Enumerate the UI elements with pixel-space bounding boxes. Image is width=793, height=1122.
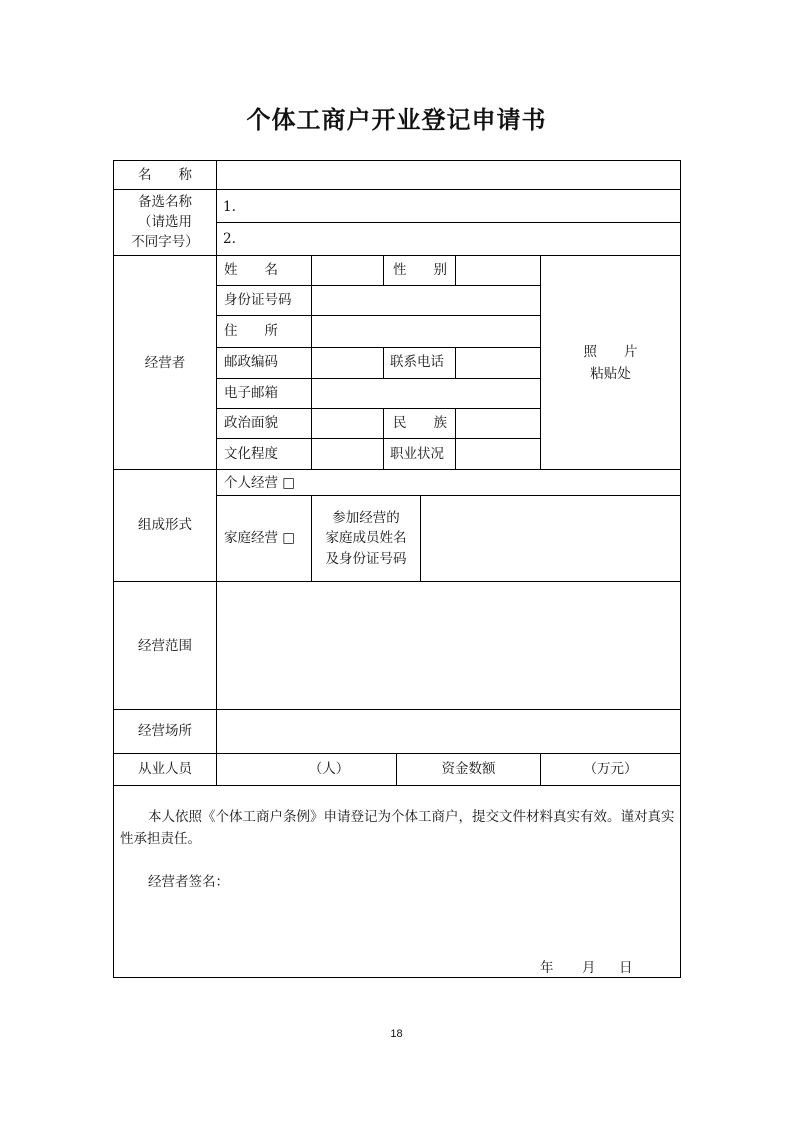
table-rule [113,753,681,754]
family-members-label-2: 家庭成员姓名 [325,530,407,546]
capital-label: 资金数额 [441,761,496,777]
family-operation-checkbox[interactable]: 家庭经营 □ [224,530,296,546]
alt-name-1-field[interactable] [239,190,680,222]
employees-label: 从业人员 [138,761,192,777]
education-label: 文化程度 [224,446,278,462]
alt-name-2-field[interactable] [239,223,680,255]
job-status-field[interactable] [456,439,540,469]
id-number-field[interactable] [312,286,540,315]
surname-label: 姓 名 [224,262,278,278]
gender-label: 性 别 [393,262,447,278]
ethnicity-label: 民 族 [393,415,447,431]
gender-field[interactable] [456,256,540,285]
phone-label: 联系电话 [390,354,444,370]
family-members-field[interactable] [421,496,680,581]
signature-field[interactable] [233,868,533,896]
business-scope-label: 经营范围 [138,638,192,654]
job-status-label: 职业状况 [390,446,444,462]
political-status-label: 政治面貌 [224,415,278,431]
operator-label: 经营者 [144,355,186,371]
alt-name-1-number: 1. [223,199,236,215]
page-number: 18 [390,1028,403,1040]
table-rule [113,160,114,978]
form-title: 个体工商户开业登记申请书 [246,106,547,134]
photo-label: 照 片 [583,344,638,360]
id-number-label: 身份证号码 [224,292,292,308]
table-rule [383,347,384,379]
photo-paste-label: 粘贴处 [590,366,631,382]
table-rule [113,469,681,470]
family-members-label-3: 及身份证号码 [325,551,407,567]
table-rule [680,160,681,978]
date-year-label: 年 [540,960,554,976]
name-label: 名 称 [138,167,192,183]
postal-code-field[interactable] [312,348,383,378]
application-form-table [113,160,681,978]
education-field[interactable] [312,439,383,469]
declaration-text: 本人依照《个体工商户条例》申请登记为个体工商户，提交文件材料真实有效。谨对真实性承担责任。 [120,809,675,847]
table-rule [113,977,681,978]
employees-count-field[interactable]: （人） [308,761,350,777]
alt-name-label: 备选名称 [138,194,192,210]
individual-operation-checkbox[interactable]: 个人经营 □ [224,475,296,491]
table-rule [383,408,384,469]
address-label: 住 所 [224,323,278,339]
alt-name-note-1: （请选用 [138,214,192,230]
email-field[interactable] [312,379,540,408]
business-premises-field[interactable] [217,710,680,753]
phone-field[interactable] [456,348,540,378]
date-day-label: 日 [619,960,633,976]
business-scope-field[interactable] [217,582,680,709]
date-month-label: 月 [582,960,596,976]
address-field[interactable] [312,316,540,347]
capital-amount-field[interactable]: （万元） [583,761,638,777]
alt-name-2-number: 2. [223,231,236,247]
photo-area[interactable] [541,256,680,469]
composition-label: 组成形式 [138,517,192,533]
name-field[interactable] [217,161,680,189]
ethnicity-field[interactable] [456,409,540,438]
surname-field[interactable] [312,256,383,285]
table-rule [383,255,384,286]
signature-label: 经营者签名： [148,874,229,890]
postal-code-label: 邮政编码 [224,354,278,370]
family-members-label-1: 参加经营的 [332,510,400,526]
email-label: 电子邮箱 [224,385,278,401]
business-premises-label: 经营场所 [138,723,192,739]
political-status-field[interactable] [312,409,383,438]
table-rule [113,785,681,786]
alt-name-note-2: 不同字号） [131,234,199,250]
